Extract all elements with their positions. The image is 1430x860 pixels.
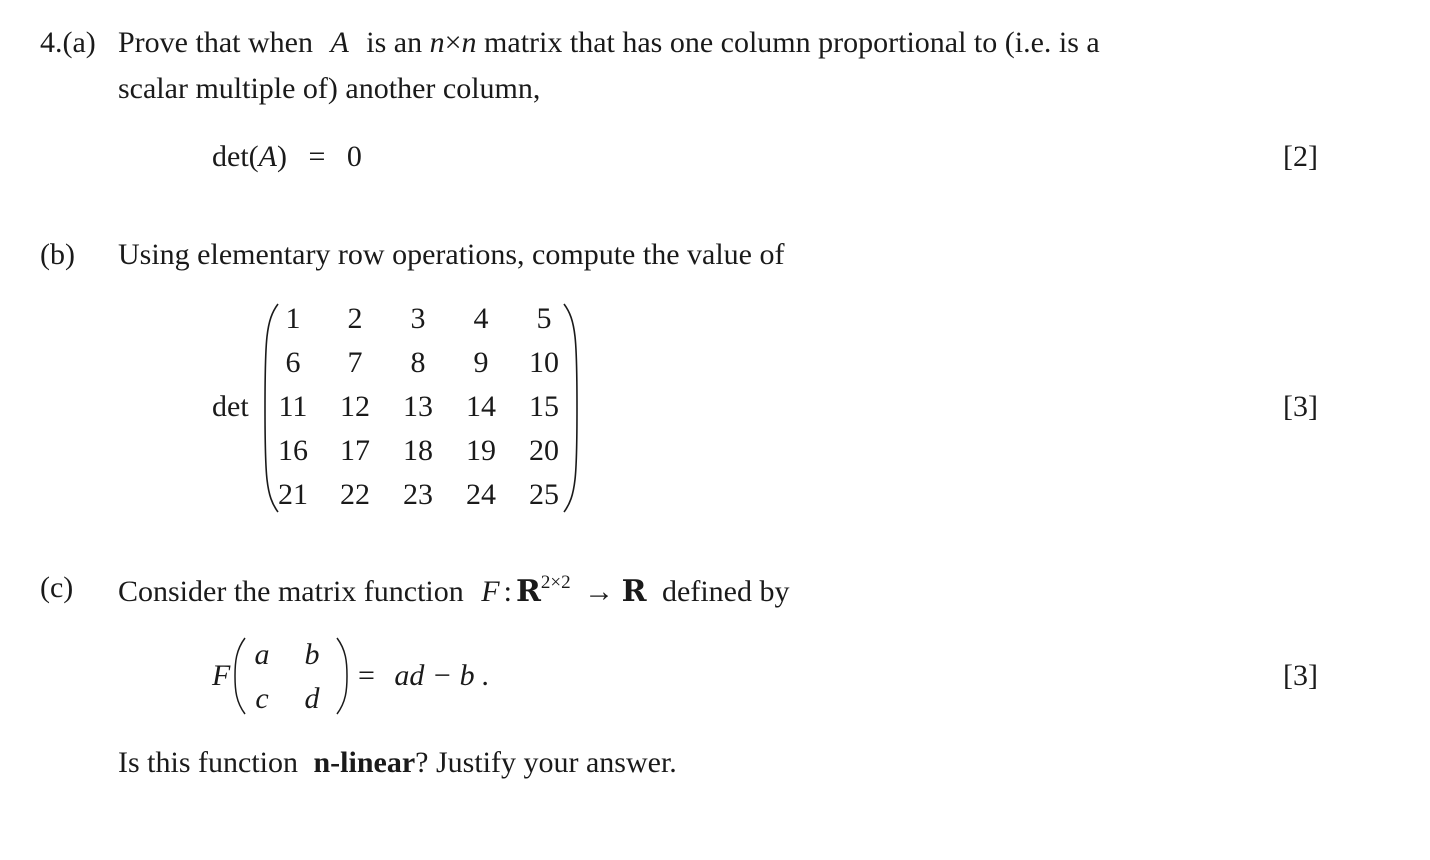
- matrix-cell: 18: [403, 434, 433, 467]
- part-a-line1: [118, 28, 1100, 58]
- part-b-label: (b): [40, 238, 75, 271]
- matrix-cell: 17: [340, 434, 370, 467]
- matrix-cell: 16: [278, 434, 308, 467]
- det-label: det: [212, 390, 249, 423]
- matrix-cell: b: [304, 638, 320, 671]
- matrix-cell: 15: [529, 390, 559, 423]
- matrix-cell: c: [255, 682, 269, 715]
- text: Is this function: [118, 746, 298, 779]
- function-f-label: F: [212, 659, 231, 692]
- matrix-cell: 22: [340, 478, 370, 511]
- matrix-cell: 1: [285, 302, 301, 335]
- matrix-cell: 21: [278, 478, 308, 511]
- matrix-cell: 3: [410, 302, 426, 335]
- arrow-symbol: →: [584, 575, 615, 608]
- text: is an: [366, 26, 423, 59]
- function-f: F: [481, 575, 500, 608]
- variable-a: A: [330, 26, 349, 59]
- times-symbol: ×: [444, 26, 462, 59]
- matrix-cell: 9: [473, 346, 489, 379]
- matrix-5x5: [262, 300, 580, 516]
- marks-part-b: [3]: [1283, 390, 1318, 423]
- part-c-question: [118, 748, 677, 778]
- part-c-label: (c): [40, 571, 74, 604]
- equals-sign: =: [308, 140, 326, 173]
- part-b-text: Using elementary row operations, compute the value of: [118, 238, 785, 271]
- real-numbers-symbol: R: [515, 574, 541, 609]
- matrix-cell: 2: [347, 302, 363, 335]
- part-a-equation: [212, 142, 362, 172]
- text: Consider the matrix function: [118, 575, 464, 608]
- matrix-cell: 7: [347, 346, 363, 379]
- matrix-cell: 13: [403, 390, 433, 423]
- matrix-cell: a: [254, 638, 270, 671]
- det-close: ): [276, 140, 287, 173]
- superscript: 2×2: [540, 572, 571, 593]
- matrix-cell: 25: [529, 478, 559, 511]
- part-c-text: [118, 573, 790, 607]
- matrix-cell: 10: [529, 346, 559, 379]
- det-open: det(: [212, 140, 259, 173]
- zero-value: 0: [346, 140, 362, 173]
- text: matrix that has one column proportional to (i.e. is a: [484, 26, 1100, 59]
- rhs-expression: ad − b .: [394, 659, 490, 692]
- matrix-cell: 19: [466, 434, 496, 467]
- matrix-cell: 5: [536, 302, 552, 335]
- text: Prove that when: [118, 26, 313, 59]
- matrix-cell: 20: [529, 434, 559, 467]
- matrix-cell: 8: [410, 346, 426, 379]
- colon: :: [503, 575, 512, 608]
- matrix-cell: 6: [285, 346, 301, 379]
- variable-n: n: [429, 26, 445, 59]
- matrix-2x2: [232, 636, 350, 716]
- text: defined by: [662, 575, 790, 608]
- matrix-cell: 4: [473, 302, 489, 335]
- marks-part-c: [3]: [1283, 659, 1318, 692]
- equals-sign: =: [358, 659, 375, 692]
- matrix-cell: 11: [278, 390, 308, 423]
- question-number: 4.(a): [40, 26, 96, 59]
- matrix-cell: d: [304, 682, 320, 715]
- part-a-line2: scalar multiple of) another column,: [118, 72, 541, 105]
- matrix-cell: 12: [340, 390, 370, 423]
- marks-part-a: [2]: [1283, 140, 1318, 173]
- matrix-cell: 14: [466, 390, 496, 423]
- matrix-cell: 24: [466, 478, 496, 511]
- variable-a: A: [258, 140, 277, 173]
- real-numbers-symbol: R: [621, 574, 647, 609]
- matrix-cell: 23: [403, 478, 433, 511]
- variable-n: n: [461, 26, 477, 59]
- bold-term: n-linear: [313, 746, 416, 779]
- text: ? Justify your answer.: [415, 746, 677, 779]
- part-c-equation-rhs: [358, 661, 490, 691]
